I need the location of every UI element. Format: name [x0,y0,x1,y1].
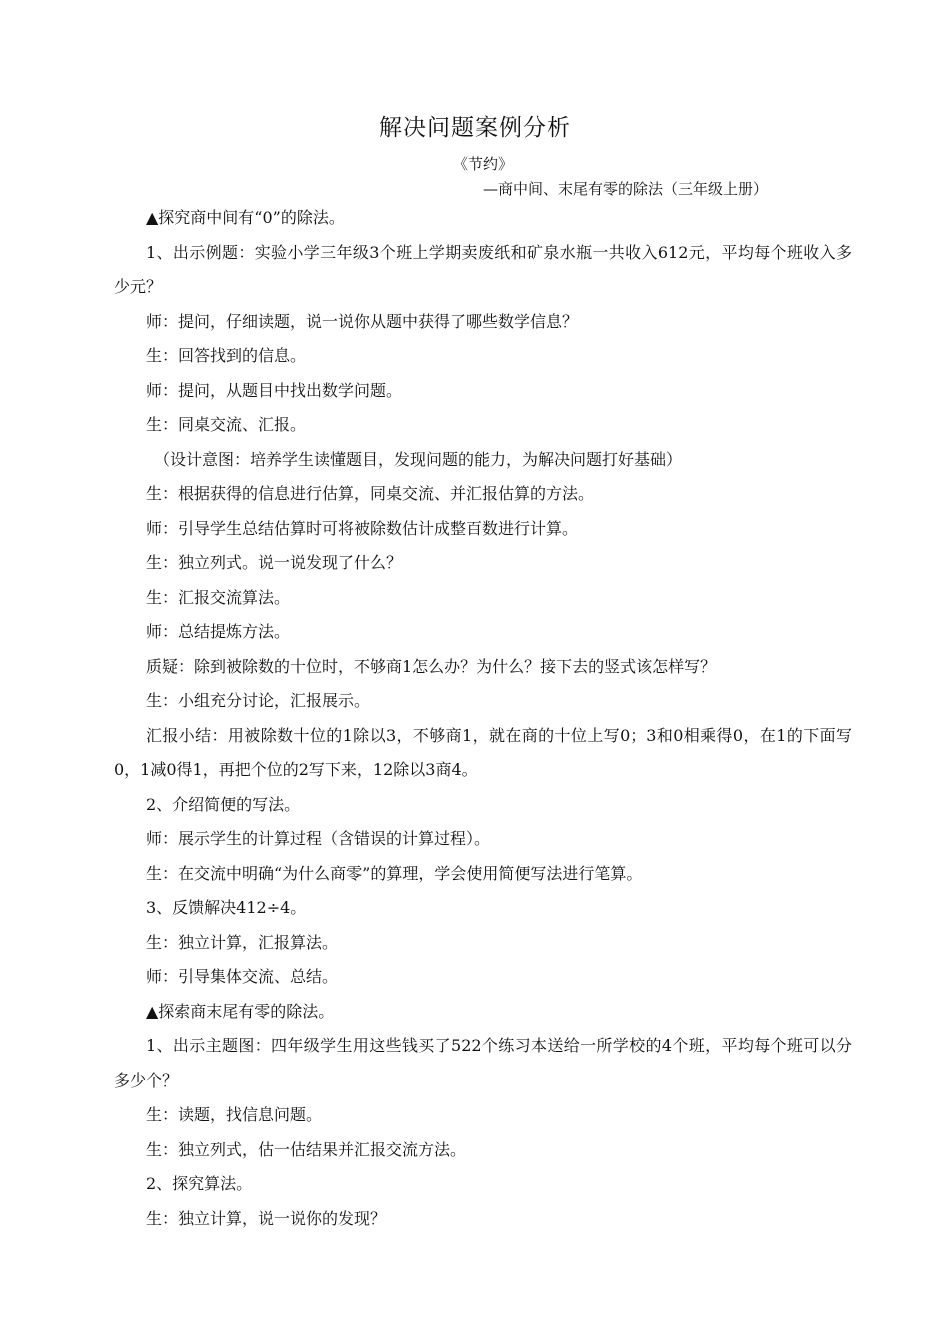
paragraph: 师：引导集体交流、总结。 [146,967,339,986]
paragraph: 生：根据获得的信息进行估算，同桌交流、并汇报估算的方法。 [146,484,595,503]
document-title: 解决问题案例分析 [379,115,571,141]
paragraph: 生：读题，找信息问题。 [146,1105,323,1124]
paragraph: ▲探究商中间有“0”的除法。 [146,208,345,227]
paragraph: 2、介绍简便的写法。 [146,794,301,814]
paragraph: 生：在交流中明确“为什么商零”的算理，学会使用简便写法进行笔算。 [146,863,643,883]
paragraph: 师：展示学生的计算过程（含错误的计算过程）。 [146,829,491,848]
paragraph: 生：独立计算，汇报算法。 [146,932,339,952]
paragraph: 生：汇报交流算法。 [146,587,291,607]
document-subtitle: 《节约》 [453,155,514,173]
paragraph-design-intent: （设计意图：培养学生读懂题目，发现问题的能力，为解决问题打好基础） [154,449,683,469]
paragraph: 生：同桌交流、汇报。 [146,415,307,434]
paragraph: 师：总结提炼方法。 [146,622,291,641]
paragraph: 1、出示主题图：四年级学生用这些钱买了522个练习本送给一所学校的4个班，平均每个班可以分多少个？ [114,1036,852,1090]
paragraph: 师：提问，仔细读题，说一说你从题中获得了哪些数学信息？ [146,311,579,331]
paragraph: 师：引导学生总结估算时可将被除数估计成整百数进行计算。 [146,518,579,538]
paragraph: 生：独立计算，说一说你的发现？ [146,1208,387,1228]
paragraph: 3、反馈解决412÷4。 [146,898,307,917]
paragraph: 质疑：除到被除数的十位时，不够商1怎么办？为什么？接下去的竖式该怎样写？ [146,656,717,676]
document-body [114,201,852,1236]
paragraph: 生：回答找到的信息。 [146,346,307,365]
paragraph: 师：提问，从题目中找出数学问题。 [146,380,403,400]
paragraph: 生：独立列式，估一估结果并汇报交流方法。 [146,1139,467,1159]
paragraph: 生：小组充分讨论，汇报展示。 [146,691,371,710]
paragraph: ▲探索商末尾有零的除法。 [146,1001,335,1021]
paragraph: 1、出示例题：实验小学三年级3个班上学期卖废纸和矿泉水瓶一共收入612元，平均每个班收入多少元？ [114,242,852,296]
paragraph: 2、探究算法。 [146,1174,253,1193]
paragraph: 汇报小结：用被除数十位的1除以3，不够商1，就在商的十位上写0；3和0相乘得0，在1的下面写0，1减0得1，再把个位的2写下来，12除以3商4。 [114,725,852,779]
paragraph: 生：独立列式。说一说发现了什么？ [146,553,403,572]
document-subtitle-topic: —商中间、末尾有零的除法（三年级上册） [483,180,769,198]
